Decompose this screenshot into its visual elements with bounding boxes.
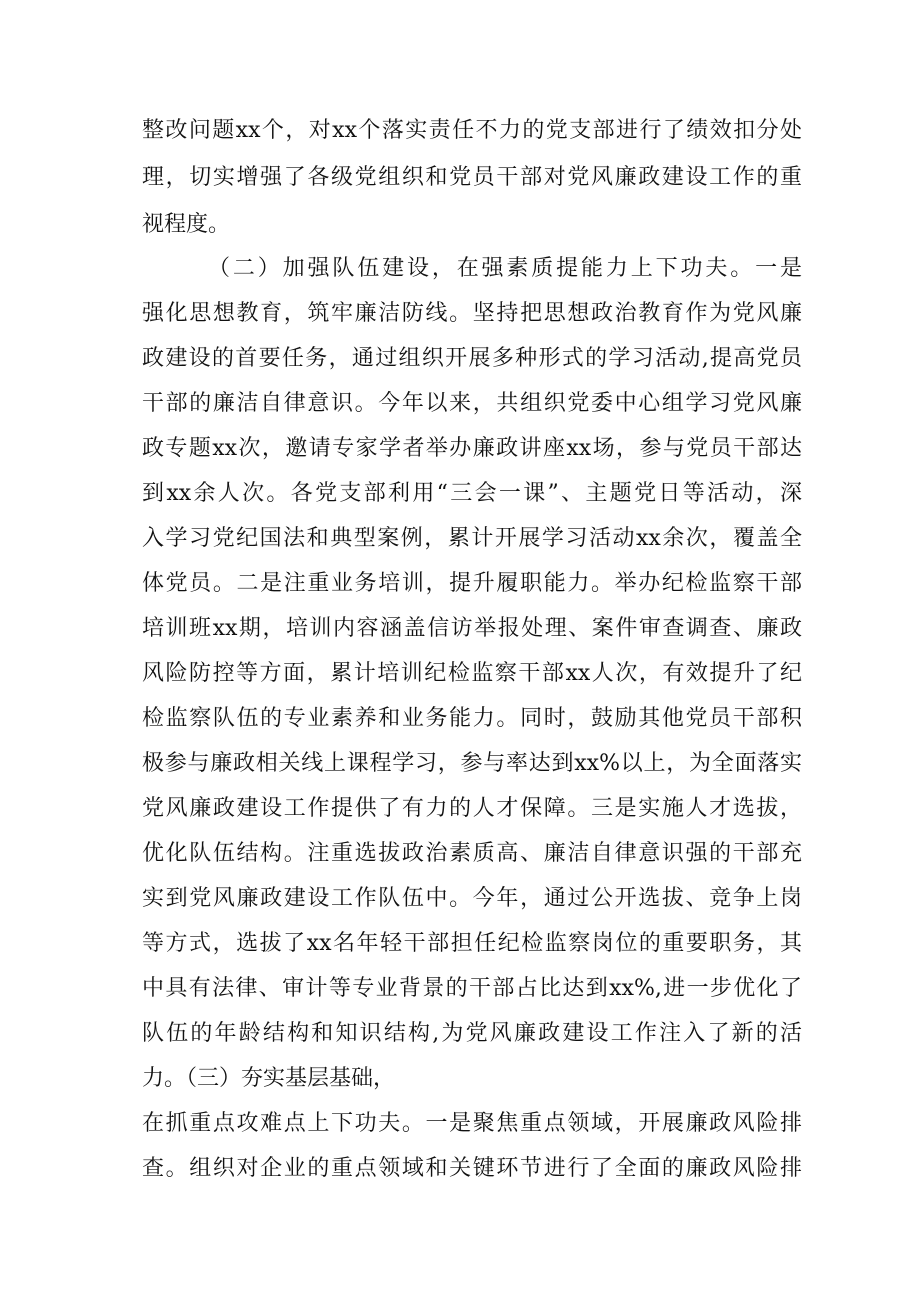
text-line: 体党员。二是注重业务培训，提升履职能力。举办纪检监察干部	[142, 571, 802, 596]
text-line: 视程度。	[142, 212, 231, 237]
text-line: 查。组织对企业的重点领域和关键环节进行了全面的廉政风险排	[142, 1156, 802, 1181]
text-line: 等方式，选拔了xx名年轻干部担任纪检监察岗位的重要职务，其	[142, 931, 802, 956]
text-line: 强化思想教育，筑牢廉洁防线。坚持把思想政治教育作为党风廉	[142, 301, 802, 326]
text-line: 极参与廉政相关线上课程学习，参与率达到xx%以上，为全面落实	[142, 751, 802, 776]
text-line: 整改问题xx个，对xx个落实责任不力的党支部进行了绩效扣分处	[142, 118, 802, 143]
text-line: 政专题xx次，邀请专家学者举办廉政讲座xx场，参与党员干部达	[142, 436, 802, 461]
text-line: 理，切实增强了各级党组织和党员干部对党风廉政建设工作的重	[142, 165, 802, 190]
text-line: 入学习党纪国法和典型案例，累计开展学习活动xx余次，覆盖全	[142, 526, 802, 551]
text-line: 检监察队伍的专业素养和业务能力。同时，鼓励其他党员干部积	[142, 706, 802, 731]
section-heading: 力。（三）夯实基层基础，	[142, 1066, 396, 1091]
text-line: 风险防控等方面，累计培训纪检监察干部xx人次，有效提升了纪	[142, 661, 802, 686]
text-line: 党风廉政建设工作提供了有力的人才保障。三是实施人才选拔，	[142, 796, 802, 821]
text-line: 优化队伍结构。注重选拔政治素质高、廉洁自律意识强的干部充	[142, 841, 802, 866]
text-line: 干部的廉洁自律意识。今年以来，共组织党委中心组学习党风廉	[142, 391, 802, 416]
section-heading: （二）加强队伍建设，在强素质提能力上下功夫。一是	[208, 256, 802, 281]
text-line: 中具有法律、审计等专业背景的干部占比达到xx%,进一步优化了	[142, 976, 802, 1001]
text-line: 实到党风廉政建设工作队伍中。今年，通过公开选拔、竞争上岗	[142, 886, 802, 911]
text-line: 政建设的首要任务，通过组织开展多种形式的学习活动,提高党员	[142, 346, 802, 371]
text-line: 培训班xx期，培训内容涵盖信访举报处理、案件审查调查、廉政	[142, 616, 802, 641]
text-line: 队伍的年龄结构和知识结构,为党风廉政建设工作注入了新的活	[142, 1021, 802, 1046]
text-line: 到xx余人次。各党支部利用“三会一课”、主题党日等活动，深	[142, 481, 802, 506]
text-line: 在抓重点攻难点上下功夫。一是聚焦重点领域，开展廉政风险排	[142, 1111, 802, 1136]
